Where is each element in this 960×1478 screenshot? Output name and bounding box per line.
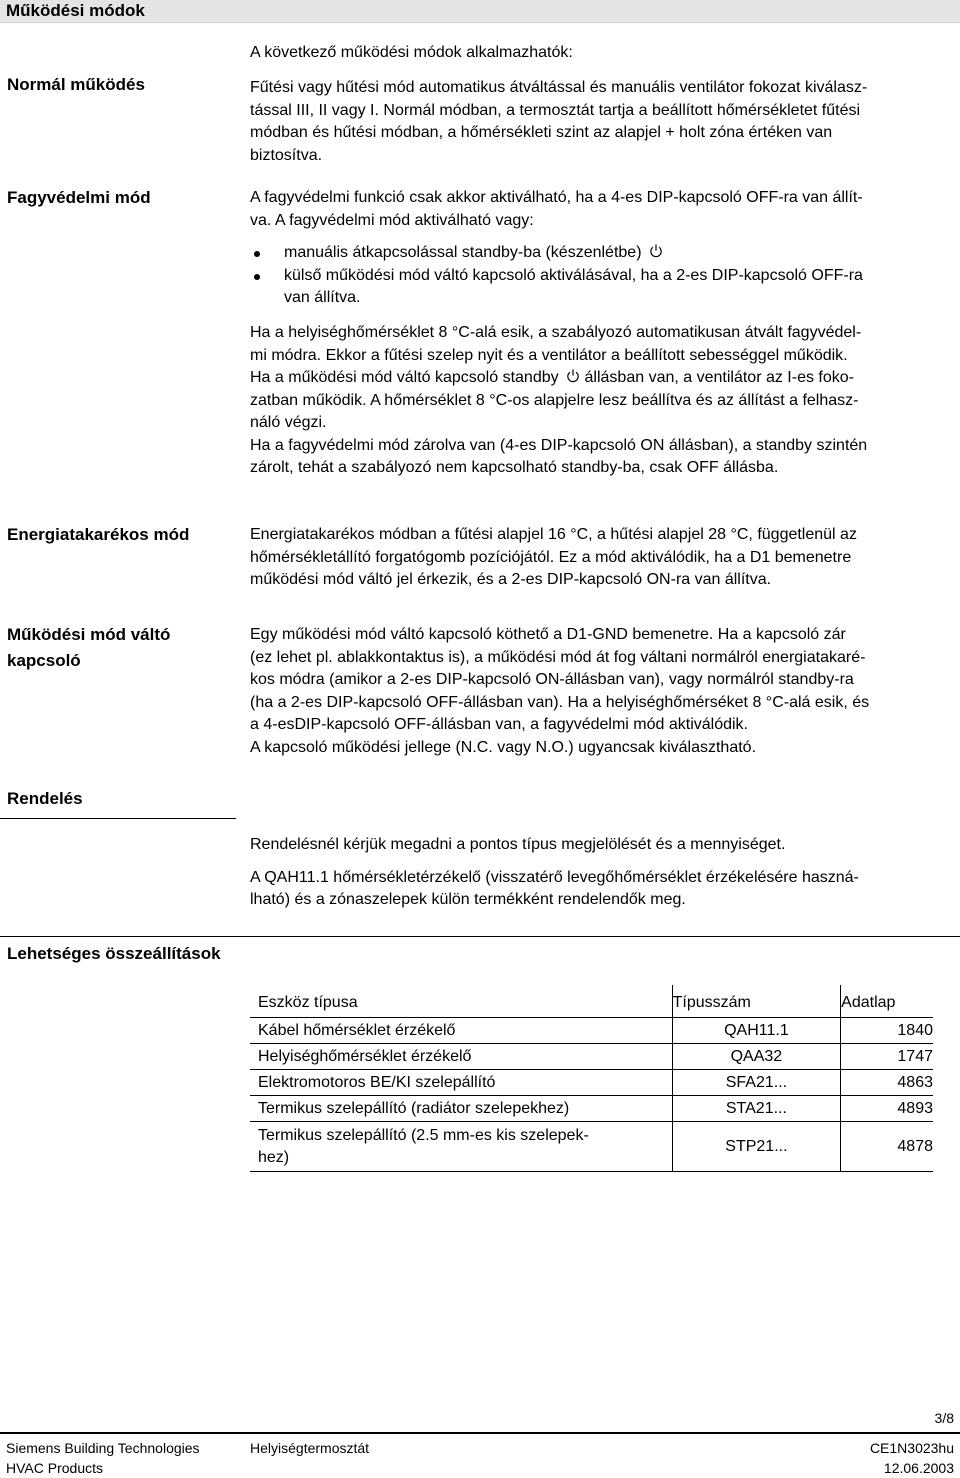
- text-fragment: állásban van, a ventilátor az I-es foko-: [584, 369, 854, 386]
- table-row: [250, 1096, 933, 1122]
- text-line: A QAH11.1 hőmérsékletérzékelő (visszatérő levegőhőmérséklet érzékelésére haszná-: [250, 868, 859, 886]
- table-row: [250, 1070, 933, 1096]
- configs-label: Lehetséges összeállítások: [7, 944, 221, 963]
- text-line: a 4-esDIP-kapcsoló OFF-állásban van, a fagyvédelmi mód aktiválódik.: [250, 716, 748, 733]
- text-line: kos módra (amikor a 2-es DIP-kapcsoló ON-állásban van), vagy normálról standby-ra: [250, 671, 854, 688]
- sheet-cell: 1840: [841, 1018, 933, 1044]
- footer-company: [6, 1438, 200, 1478]
- text-line: mi módra. Ekkor a fűtési szelep nyit és a ventilátor a beállított sebességgel működik.: [250, 346, 848, 364]
- text-line: náló végzi.: [250, 414, 327, 431]
- section-divider: [0, 818, 236, 819]
- frost-paragraphs: [250, 322, 956, 480]
- text-line: Energiatakarékos módban a fűtési alapjel 16 °C, a hűtési alapjel 28 °C, függetlenül az: [250, 526, 857, 543]
- bullet-item: [250, 265, 956, 310]
- frost-intro: [250, 187, 956, 232]
- text-line: lható) és a zónaszelepek külön termékként rendelendők meg.: [250, 891, 686, 908]
- text-line: Ha a fagyvédelmi mód zárolva van (4-es DIP-kapcsoló ON állásban), a standby szintén: [250, 436, 868, 454]
- bullet-item: [250, 242, 956, 265]
- frost-mode-label: Fagyvédelmi mód: [7, 188, 151, 207]
- sheet-cell: 1747: [841, 1044, 933, 1070]
- table-row: [250, 1122, 933, 1172]
- table-header-row: [250, 985, 933, 1018]
- product-table: [250, 985, 933, 1172]
- device-cell: Kábel hőmérséklet érzékelő: [250, 1018, 672, 1044]
- table-row: [250, 1044, 933, 1070]
- doc-date: 12.06.2003: [883, 1460, 954, 1476]
- column-header: Típusszám: [672, 985, 841, 1018]
- text-line: működési mód váltó jel érkezik, és a 2-es DIP-kapcsoló ON-ra van állítva.: [250, 571, 772, 588]
- bullet-text: manuális átkapcsolással standby-ba (készenlétbe): [284, 244, 642, 261]
- normal-intro: A következő működési módok alkalmazhatók:: [250, 44, 573, 61]
- switch-label-line: Működési mód váltó: [7, 625, 171, 644]
- page-title: Működési módok: [6, 1, 145, 20]
- text-line: tással III, II vagy I. Normál módban, a termosztát tartja a beállított hőmérsékletet fűtési: [250, 101, 861, 119]
- bullet-text: van állítva.: [284, 289, 361, 306]
- type-cell: QAA32: [672, 1044, 841, 1070]
- text-line: Ha a helyiséghőmérséklet 8 °C-alá esik, a szabályozó automatikusan átvált fagyvédel-: [250, 324, 862, 341]
- energy-mode-text: [250, 524, 956, 592]
- type-cell: SFA21...: [672, 1070, 841, 1096]
- footer-product: Helyiségtermosztát: [250, 1440, 370, 1456]
- switch-text: [250, 624, 956, 759]
- order-text: [250, 834, 956, 912]
- switch-label-line: kapcsoló: [7, 651, 81, 670]
- text-line: A kapcsoló működési jellege (N.C. vagy N.O.) ugyancsak kiválasztható.: [250, 738, 757, 756]
- standby-icon: [566, 369, 580, 383]
- device-cell: Helyiséghőmérséklet érzékelő: [250, 1044, 672, 1070]
- frost-bullet-list: [250, 242, 956, 310]
- normal-mode-label: Normál működés: [7, 75, 145, 94]
- text-line: va. A fagyvédelmi mód aktiválható vagy:: [250, 211, 534, 229]
- text-line: A fagyvédelmi funkció csak akkor aktiválható, ha a 4-es DIP-kapcsoló OFF-ra van állít-: [250, 189, 863, 206]
- text-line: Rendelésnél kérjük megadni a pontos típus megjelölését és a mennyiséget.: [250, 836, 786, 853]
- table-row: [250, 1018, 933, 1044]
- type-cell: STA21...: [672, 1096, 841, 1122]
- text-fragment: Ha a működési mód váltó kapcsoló standby: [250, 369, 559, 386]
- normal-mode-text: [250, 77, 956, 167]
- division-name: HVAC Products: [6, 1460, 103, 1476]
- section-divider: [0, 936, 960, 937]
- text-line: Egy működési mód váltó kapcsoló köthető a D1-GND bemenetre. Ha a kapcsoló zár: [250, 626, 846, 643]
- sheet-cell: 4863: [841, 1070, 933, 1096]
- energy-mode-label: Energiatakarékos mód: [7, 525, 190, 544]
- sheet-cell: 4893: [841, 1096, 933, 1122]
- type-cell: STP21...: [672, 1122, 841, 1172]
- device-line: hez): [258, 1148, 290, 1166]
- text-line: [250, 367, 956, 390]
- column-header: Eszköz típusa: [250, 985, 672, 1018]
- doc-code: CE1N3023hu: [869, 1440, 954, 1456]
- bullet-dot: [254, 274, 260, 280]
- device-cell: [250, 1122, 672, 1172]
- standby-icon: [649, 244, 663, 258]
- text-line: módban és hűtési módban, a hőmérsékleti szint az alapjel + holt zóna értéken van: [250, 124, 833, 141]
- device-line: Termikus szelepállító (2.5 mm-es kis szelepek-: [258, 1126, 589, 1144]
- text-line: hőmérsékletállító forgatógomb pozíciójától. Ez a mód aktiválódik, ha a D1 bemenetre: [250, 548, 852, 566]
- switch-label: [7, 622, 170, 674]
- text-line: zatban működik. A hőmérséklet 8 °C-os alapjelre lesz beállítva és az állítást a felhasz-: [250, 391, 859, 409]
- text-line: (ez lehet pl. ablakkontaktus is), a működési mód át fog váltani normálról energiatakaré-: [250, 648, 866, 666]
- device-cell: Termikus szelepállító (radiátor szelepekhez): [250, 1096, 672, 1122]
- bullet-text: külső működési mód váltó kapcsoló aktiválásával, ha a 2-es DIP-kapcsoló OFF-ra: [284, 266, 863, 284]
- sheet-cell: 4878: [841, 1122, 933, 1172]
- text-line: biztosítva.: [250, 146, 323, 164]
- bullet-dot: [254, 251, 260, 257]
- page-number: 3/8: [934, 1410, 954, 1426]
- company-name: Siemens Building Technologies: [6, 1440, 200, 1456]
- footer-divider: [0, 1432, 960, 1434]
- column-header: Adatlap: [841, 985, 933, 1018]
- text-line: Fűtési vagy hűtési mód automatikus átváltással és manuális ventilátor fokozat kiválasz-: [250, 79, 868, 96]
- order-label: Rendelés: [7, 789, 83, 808]
- type-cell: QAH11.1: [672, 1018, 841, 1044]
- footer-doc-info: [870, 1438, 954, 1478]
- text-line: (ha a 2-es DIP-kapcsoló OFF-állásban van). Ha a helyiséghőmérséket 8 °C-alá esik, és: [250, 693, 870, 711]
- device-cell: Elektromotoros BE/KI szelepállító: [250, 1070, 672, 1096]
- text-line: zárolt, tehát a szabályozó nem kapcsolható standby-ba, csak OFF állásba.: [250, 459, 779, 476]
